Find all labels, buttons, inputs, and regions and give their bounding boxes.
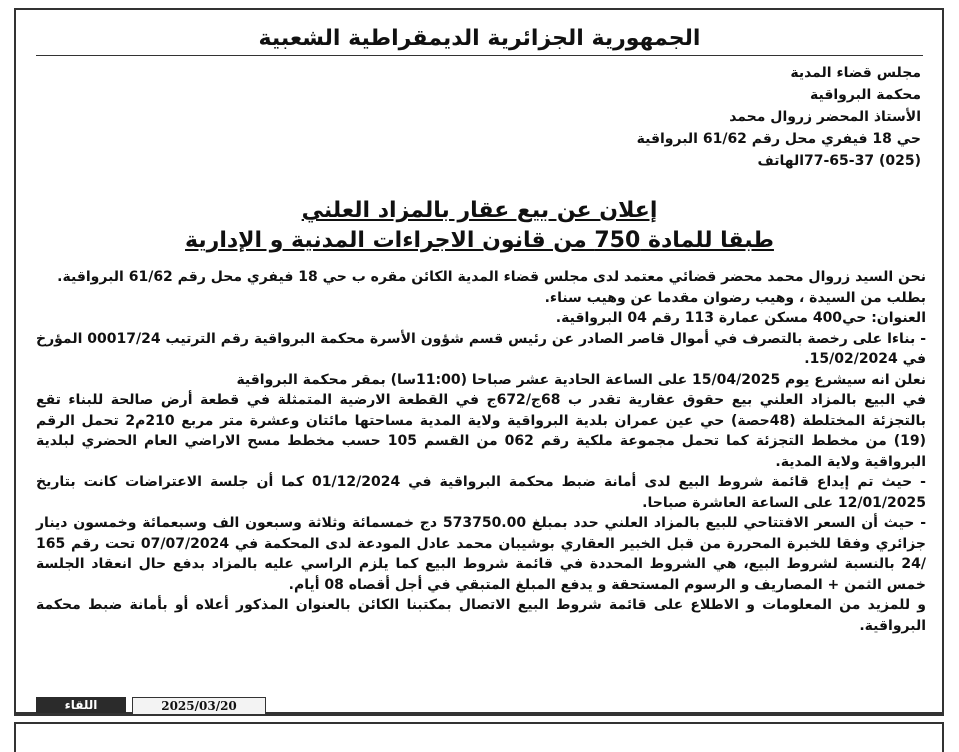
publication-date: 2025/03/20: [132, 697, 266, 715]
body-paragraph: نحن السيد زروال محمد محضر قضائي معتمد لدى مجلس قضاء المدية الكائن مقره ب حي 18 فيفري محل رقم 61/62 البرواقية.: [57, 269, 926, 285]
announcement-body: [36, 267, 926, 636]
court-line: محكمة البرواقية: [809, 87, 921, 103]
body-paragraph: - حيث تم إيداع قائمة شروط البيع لدى أمانة ضبط محكمة البرواقية في 01/12/2024 كما أن جلسة الاعتراضات كانت بتاريخ 12/01/2025 على الساعة العاشرة صباحا.: [36, 474, 926, 511]
court-council-line: مجلس قضاء المدية: [790, 65, 921, 81]
body-paragraph: العنوان: حي400 مسكن عمارة 113 رقم 04 البرواقية.: [555, 310, 926, 326]
body-paragraph: و للمزيد من المعلومات و الاطلاع على قائمة شروط البيع الاتصال بمكتبنا الكائن بالعنوان المذكور أعلاه أو بأمانة ضبط محكمة البرواقية.: [36, 597, 926, 634]
title-divider: [36, 55, 923, 56]
body-paragraph: - حيث أن السعر الافتتاحي للبيع بالمزاد العلني حدد بمبلغ 573750.00 دج خمسمائة وثلاثة وسبعون الف وسبعمائة وخمسون دينار جزائري وفقا للخبرة المحررة من قبل الخبير العقاري بوشيبان محمد عادل المودعة لدى المحكمة في 07/07/2024 تحت رقم 165 /24 بالنسبة لشروط البيع، هي الشروط المحددة في قائمة شروط البيع كما يلزم الراسي عليه بالمزاد بدفع حال انعقاد الجلسة خمس الثمن + المصاريف و الرسوم المستحقة و يدفع المبلغ المتبقي في أجل أقصاه 08 أيام.: [36, 515, 927, 593]
phone-line: (025) 77-65-37الهاتف: [757, 153, 921, 169]
address-line: حي 18 فيفري محل رقم 61/62 البرواقية: [636, 131, 921, 147]
headline-main: إعلان عن بيع عقار بالمزاد العلني: [301, 198, 658, 223]
page-title: الجمهورية الجزائرية الديمقراطية الشعبية: [258, 26, 701, 51]
announcement-headline: [0, 196, 959, 256]
headline-sub: طبقا للمادة 750 من قانون الاجراءات المدنية و الإدارية: [185, 228, 774, 253]
newspaper-tag: اللقاء: [36, 697, 126, 713]
issuer-header: [401, 62, 921, 172]
body-paragraph: بطلب من السيدة ، وهيب رضوان مقدما عن وهيب سناء.: [544, 289, 926, 306]
publication-footer: [36, 697, 276, 715]
bottom-divider: [14, 714, 944, 716]
body-paragraph: - بناءا على رخصة بالتصرف في أموال قاصر الصادر عن رئيس قسم شؤون الأسرة محكمة البرواقية رقم الترتيب 00017/24 المؤرخ في 15/02/2024.: [36, 330, 926, 367]
next-announcement-frame: [14, 722, 944, 752]
bailiff-name-line: الأستاذ المحضر زروال محمد: [729, 109, 921, 125]
body-paragraph: نعلن انه سيشرع يوم 15/04/2025 على الساعة الحادية عشر صباحا (11:00سا) بمقر محكمة البرواقية: [236, 371, 926, 388]
body-paragraph: في البيع بالمزاد العلني بيع حقوق عقارية تقدر ب 68ج/672ج في القطعة الارضية المتمثلة في قطعة أرض صالحة للبناء تقع بالتجزئة المختلطة (48حصة) حي عين عمران بلدية البرواقية ولاية المدية مساحتها مائتان وعشرة متر مربع 210م2 تحمل الرقم (19) من مخطط التجزئة كما تحمل مجموعة ملكية رقم 062 من القسم 105 حسب مخطط مسح الاراضي العام الحضري لبلدية البرواقية ولاية المدية.: [36, 392, 927, 470]
